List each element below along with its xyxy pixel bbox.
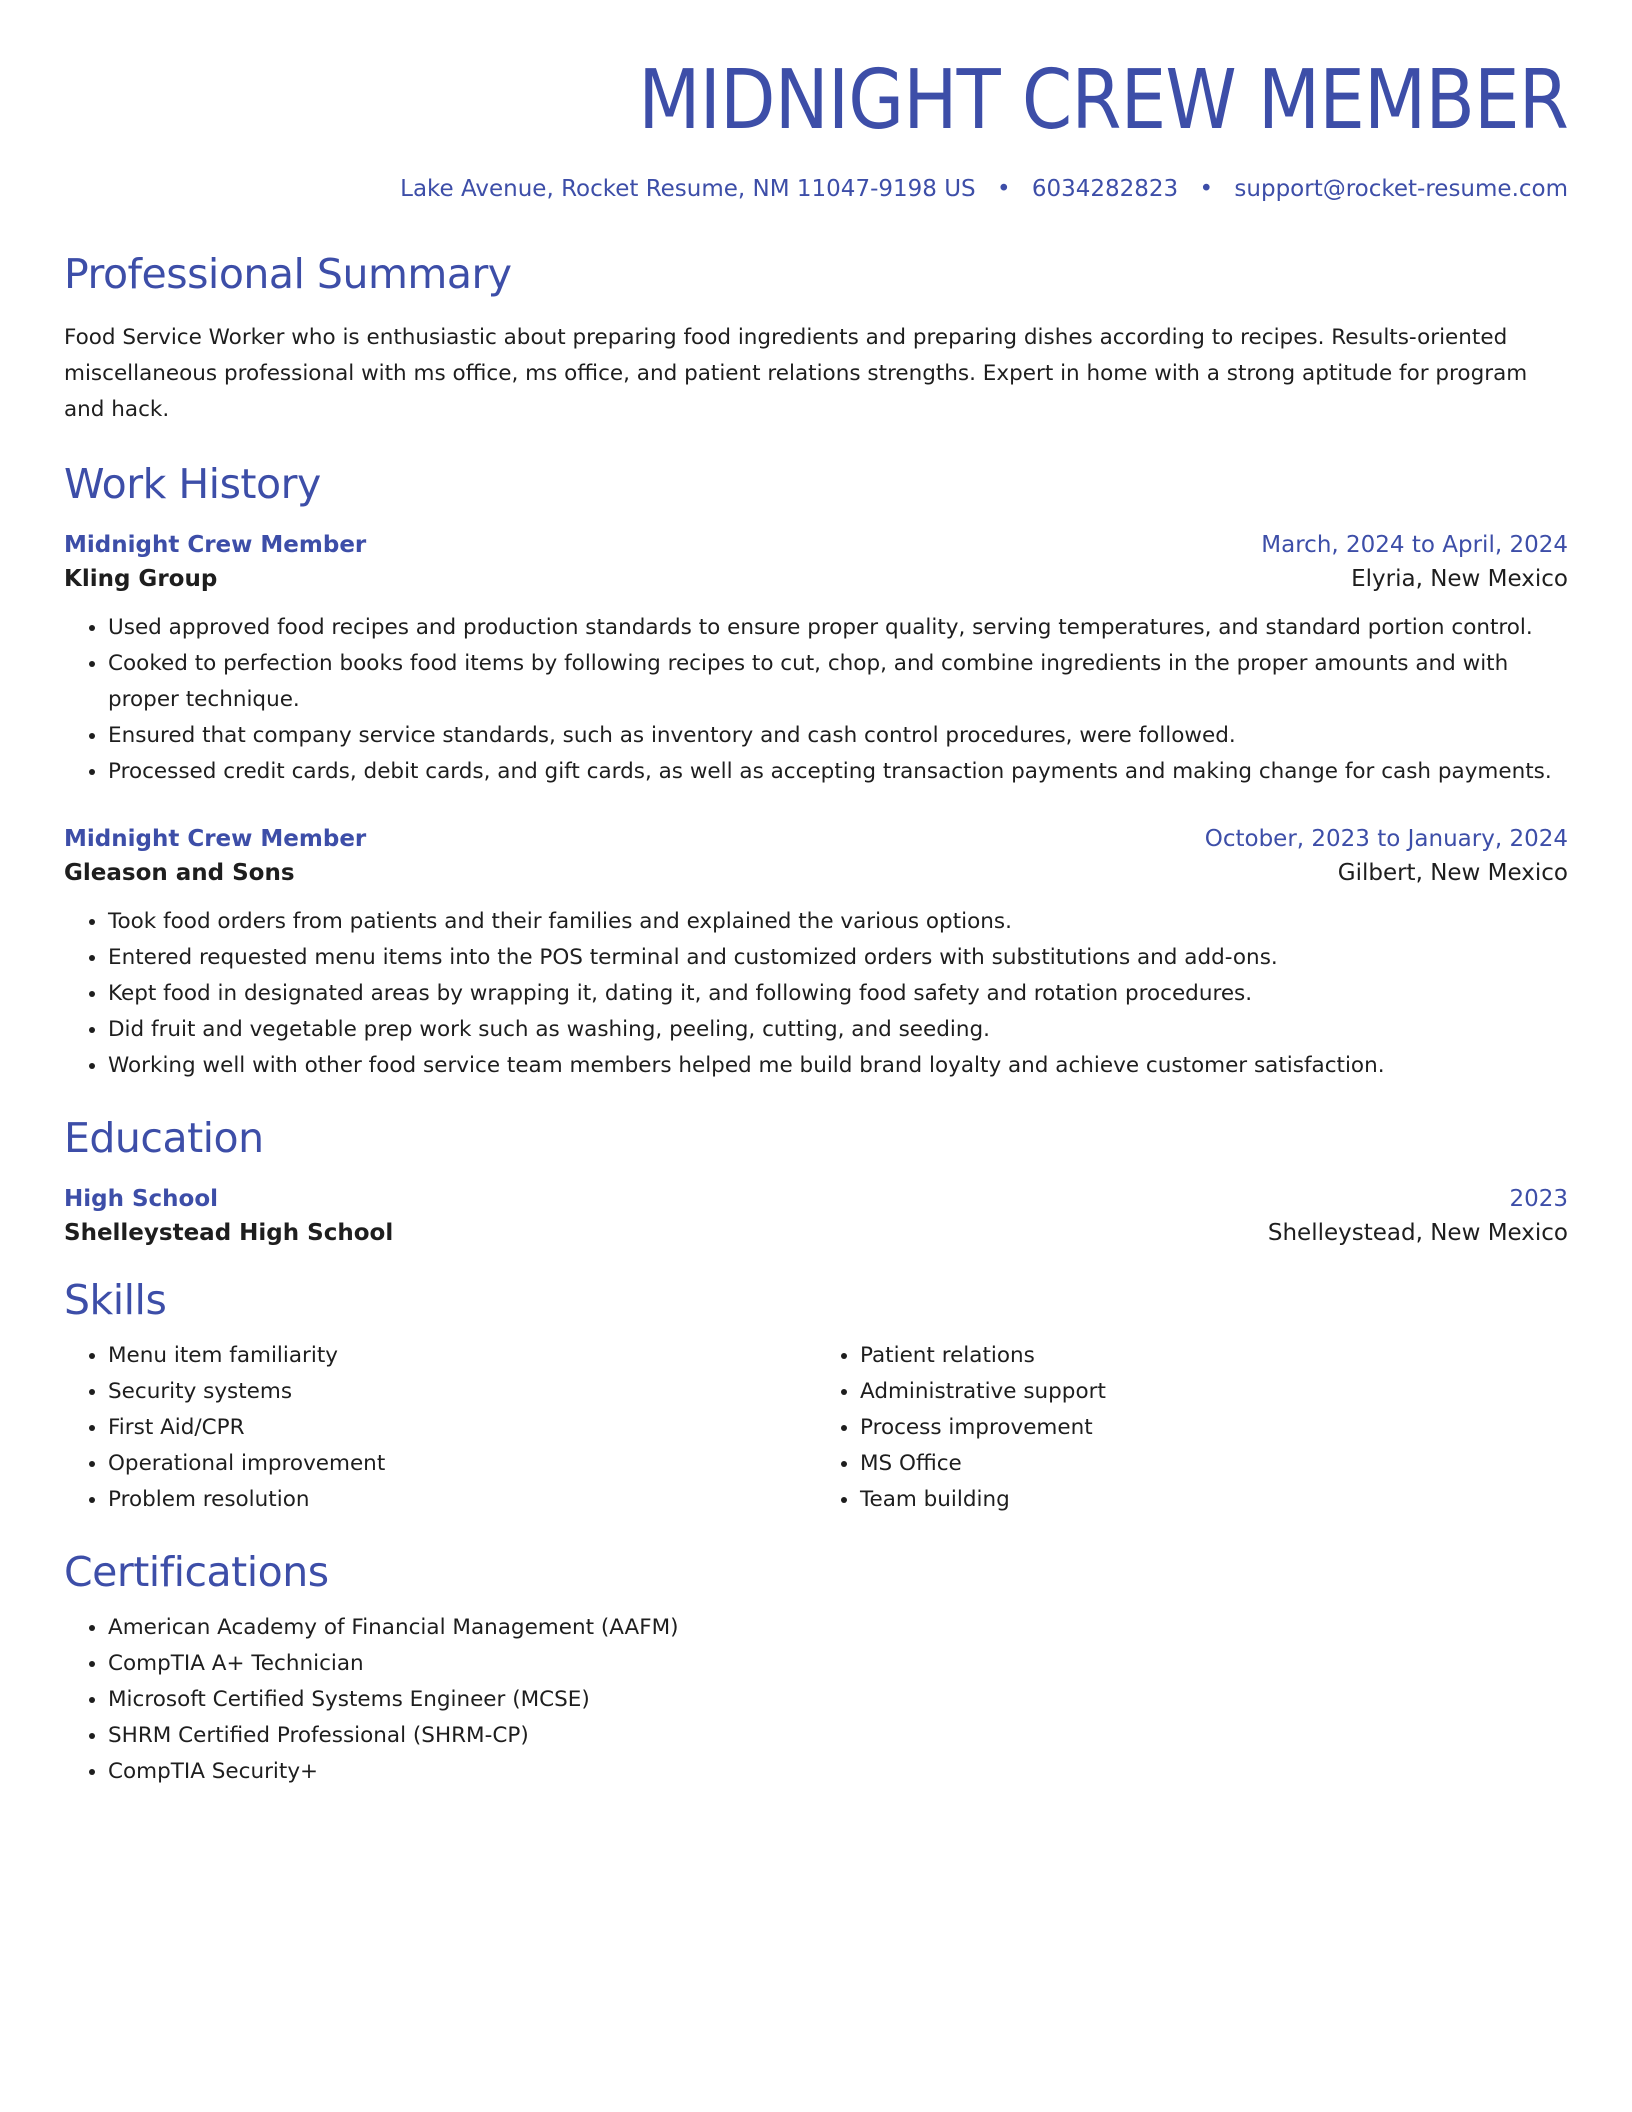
school-location: Shelleystead, New Mexico bbox=[1267, 1220, 1568, 1247]
skill-item: • Process improvement bbox=[860, 1410, 1568, 1446]
summary-heading: Professional Summary bbox=[64, 250, 512, 299]
contact-separator: • bbox=[996, 176, 1011, 203]
job-company: Gleason and Sons bbox=[64, 860, 295, 887]
certification-item: • SHRM Certified Professional (SHRM-CP) bbox=[108, 1718, 1568, 1754]
job-duty: • Cooked to perfection books food items by following recipes to cut, chop, and combine ingredients in the proper amounts and with proper technique. bbox=[108, 646, 1568, 718]
job-duties bbox=[64, 904, 1568, 1084]
job-duty: • Kept food in designated areas by wrapping it, dating it, and following food safety and rotation procedures. bbox=[108, 976, 1568, 1012]
job-duty: • Did fruit and vegetable prep work such as washing, peeling, cutting, and seeding. bbox=[108, 1012, 1568, 1048]
skill-item: • Problem resolution bbox=[108, 1482, 816, 1518]
contact-line bbox=[64, 176, 1568, 202]
education-heading: Education bbox=[64, 1114, 264, 1163]
job-entry bbox=[64, 826, 1568, 1084]
skills-column-left bbox=[64, 1338, 816, 1518]
contact-email: support@rocket-resume.com bbox=[1234, 176, 1568, 203]
job-duty: • Working well with other food service team members helped me build brand loyalty and achieve customer satisfaction. bbox=[108, 1048, 1568, 1084]
skills-heading: Skills bbox=[64, 1276, 167, 1325]
certification-item: • Microsoft Certified Systems Engineer (MCSE) bbox=[108, 1682, 1568, 1718]
certification-item: • American Academy of Financial Management (AAFM) bbox=[108, 1610, 1568, 1646]
job-dates: October, 2023 to January, 2024 bbox=[1204, 826, 1568, 853]
job-entry bbox=[64, 532, 1568, 790]
skill-item: • Patient relations bbox=[860, 1338, 1568, 1374]
job-duties bbox=[64, 610, 1568, 790]
job-title: Midnight Crew Member bbox=[64, 826, 367, 853]
skill-item: • Security systems bbox=[108, 1374, 816, 1410]
certification-item: • CompTIA A+ Technician bbox=[108, 1646, 1568, 1682]
summary-text: Food Service Worker who is enthusiastic about preparing food ingredients and preparing dishes according to recipes. Results-oriented miscellaneous professional with ms office, ms office, and patient relations strengths. Expert in home with a strong aptitude for program and hack. bbox=[64, 325, 1528, 423]
skill-item: • Operational improvement bbox=[108, 1446, 816, 1482]
certifications-list bbox=[64, 1610, 1568, 1790]
certification-item: • CompTIA Security+ bbox=[108, 1754, 1568, 1790]
degree: High School bbox=[64, 1186, 219, 1213]
skill-item: • Team building bbox=[860, 1482, 1568, 1518]
education-entry bbox=[64, 1186, 1568, 1246]
contact-separator: • bbox=[1199, 176, 1214, 203]
job-duty: • Took food orders from patients and their families and explained the various options. bbox=[108, 904, 1568, 940]
certifications-heading: Certifications bbox=[64, 1548, 329, 1597]
job-location: Elyria, New Mexico bbox=[1351, 566, 1568, 593]
work-history-heading: Work History bbox=[64, 460, 321, 509]
candidate-name: MIDNIGHT CREW MEMBER bbox=[638, 53, 1568, 148]
job-duty: • Processed credit cards, debit cards, and gift cards, as well as accepting transaction payments and making change for cash payments. bbox=[108, 754, 1568, 790]
job-company: Kling Group bbox=[64, 566, 218, 593]
contact-address: Lake Avenue, Rocket Resume, NM 11047-9198 US bbox=[400, 176, 976, 203]
contact-phone: 6034282823 bbox=[1031, 176, 1179, 203]
resume-header bbox=[64, 53, 1568, 203]
skill-item: • MS Office bbox=[860, 1446, 1568, 1482]
skill-item: • Menu item familiarity bbox=[108, 1338, 816, 1374]
skill-item: • First Aid/CPR bbox=[108, 1410, 816, 1446]
skills-column-right bbox=[816, 1338, 1568, 1518]
skills-grid bbox=[64, 1338, 1568, 1518]
job-title: Midnight Crew Member bbox=[64, 532, 367, 559]
job-duty: • Entered requested menu items into the POS terminal and customized orders with substitutions and add-ons. bbox=[108, 940, 1568, 976]
skill-item: • Administrative support bbox=[860, 1374, 1568, 1410]
school-name: Shelleystead High School bbox=[64, 1220, 394, 1247]
job-duty: • Used approved food recipes and production standards to ensure proper quality, serving temperatures, and standard portion control. bbox=[108, 610, 1568, 646]
job-duty: • Ensured that company service standards, such as inventory and cash control procedures, were followed. bbox=[108, 718, 1568, 754]
job-location: Gilbert, New Mexico bbox=[1337, 860, 1568, 887]
graduation-year: 2023 bbox=[1509, 1186, 1568, 1213]
job-dates: March, 2024 to April, 2024 bbox=[1261, 532, 1568, 559]
